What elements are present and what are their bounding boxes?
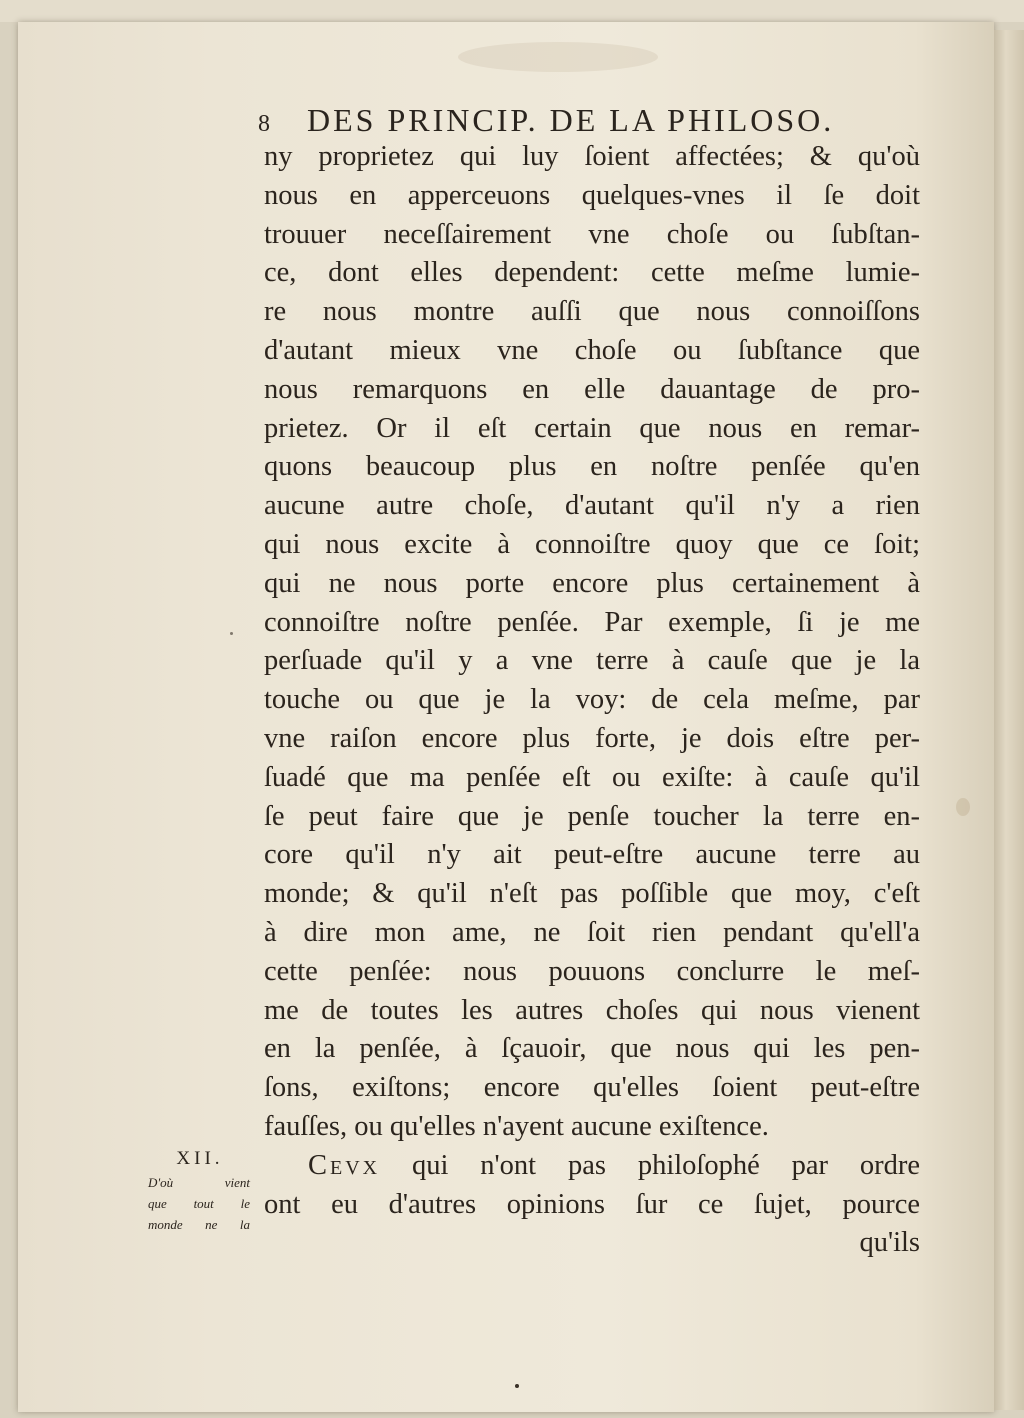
text-line: connoiſtre noſtre penſée. Par exemple, ſi je me [264, 606, 920, 638]
paragraph-opening-rest: qui n'ont pas philoſophé par ordre [380, 1149, 920, 1181]
text-line: en la penſée, à ſçauoir, que nous qui les pen- [264, 1033, 920, 1065]
text-line: touche ou que je la voy: de cela meſme, par [264, 684, 920, 716]
running-title: DES PRINCIP. DE LA PHILOSO. [307, 102, 835, 138]
paragraph-opening-line [264, 1147, 920, 1186]
paper-stain [956, 798, 970, 816]
text-line: core qu'il n'y ait peut-eſtre aucune terre au [264, 839, 920, 871]
catchword: qu'ils [859, 1227, 920, 1259]
paper-stain [458, 42, 658, 72]
text-line: nous en apperceuons quelques-vnes il ſe doit [264, 179, 920, 211]
text-line: re nous montre auſſi que nous connoiſſons [264, 296, 920, 328]
ink-speck [230, 632, 233, 635]
text-line: perſuade qu'il y a vne terre à cauſe que je la [264, 645, 920, 677]
text-line: ſe peut faire que je penſe toucher la terre en- [264, 800, 920, 832]
text-line: cette penſée: nous pouuons conclurre le meſ- [264, 955, 920, 987]
text-line: prietez. Or il eſt certain que nous en remar- [264, 412, 920, 444]
text-line: quons beaucoup plus en noſtre penſée qu'en [264, 451, 920, 483]
text-line: ny proprietez qui luy ſoient affectées; & qu'où [264, 141, 920, 172]
text-line: à dire mon ame, ne ſoit rien pendant qu'ell'a [264, 916, 920, 948]
text-line: d'autant mieux vne choſe ou ſubſtance que [264, 334, 920, 366]
text-line: qui nous excite à connoiſtre quoy que ce ſoit; [264, 528, 920, 560]
body-text [264, 138, 920, 1263]
text-line: ſuadé que ma penſée eſt ou exiſte: à cauſe qu'il [264, 761, 920, 793]
text-line: trouuer neceſſairement vne choſe ou ſubſtan- [264, 218, 920, 250]
text-line: ce, dont elles dependent: cette meſme lumie- [264, 257, 920, 289]
text-line: monde; & qu'il n'eſt pas poſſible que moy, c'eſt [264, 878, 920, 910]
ink-speck [515, 1384, 519, 1388]
text-line: ont eu d'autres opinions ſur ce ſujet, pource [264, 1188, 920, 1220]
text-line: fauſſes, ou qu'elles n'ayent aucune exiſtence. [264, 1110, 769, 1142]
text-line: nous remarquons en elle dauantage de pro- [264, 373, 920, 405]
text-line: me de toutes les autres choſes qui nous vienent [264, 994, 920, 1026]
marginal-note [140, 1148, 260, 1235]
text-line: ſons, exiſtons; encore qu'elles ſoient peut-eſtre [264, 1072, 920, 1104]
paragraph-opening-word: Cevx [308, 1149, 381, 1181]
marginal-note-line: monde ne la [148, 1217, 250, 1232]
text-line: qui ne nous porte encore plus certainement à [264, 567, 920, 599]
running-header [258, 102, 918, 139]
text-line: vne raiſon encore plus forte, je dois eſtre per- [264, 722, 920, 754]
scan-top-strip [0, 0, 1024, 22]
text-line: aucune autre choſe, d'autant qu'il n'y a rien [264, 490, 920, 522]
page-number: 8 [258, 111, 273, 137]
next-page-edge [994, 30, 1024, 1410]
section-numeral: XII. [176, 1148, 224, 1169]
marginal-note-line: D'où vient [148, 1175, 250, 1190]
marginal-note-line: que tout le [148, 1196, 250, 1211]
